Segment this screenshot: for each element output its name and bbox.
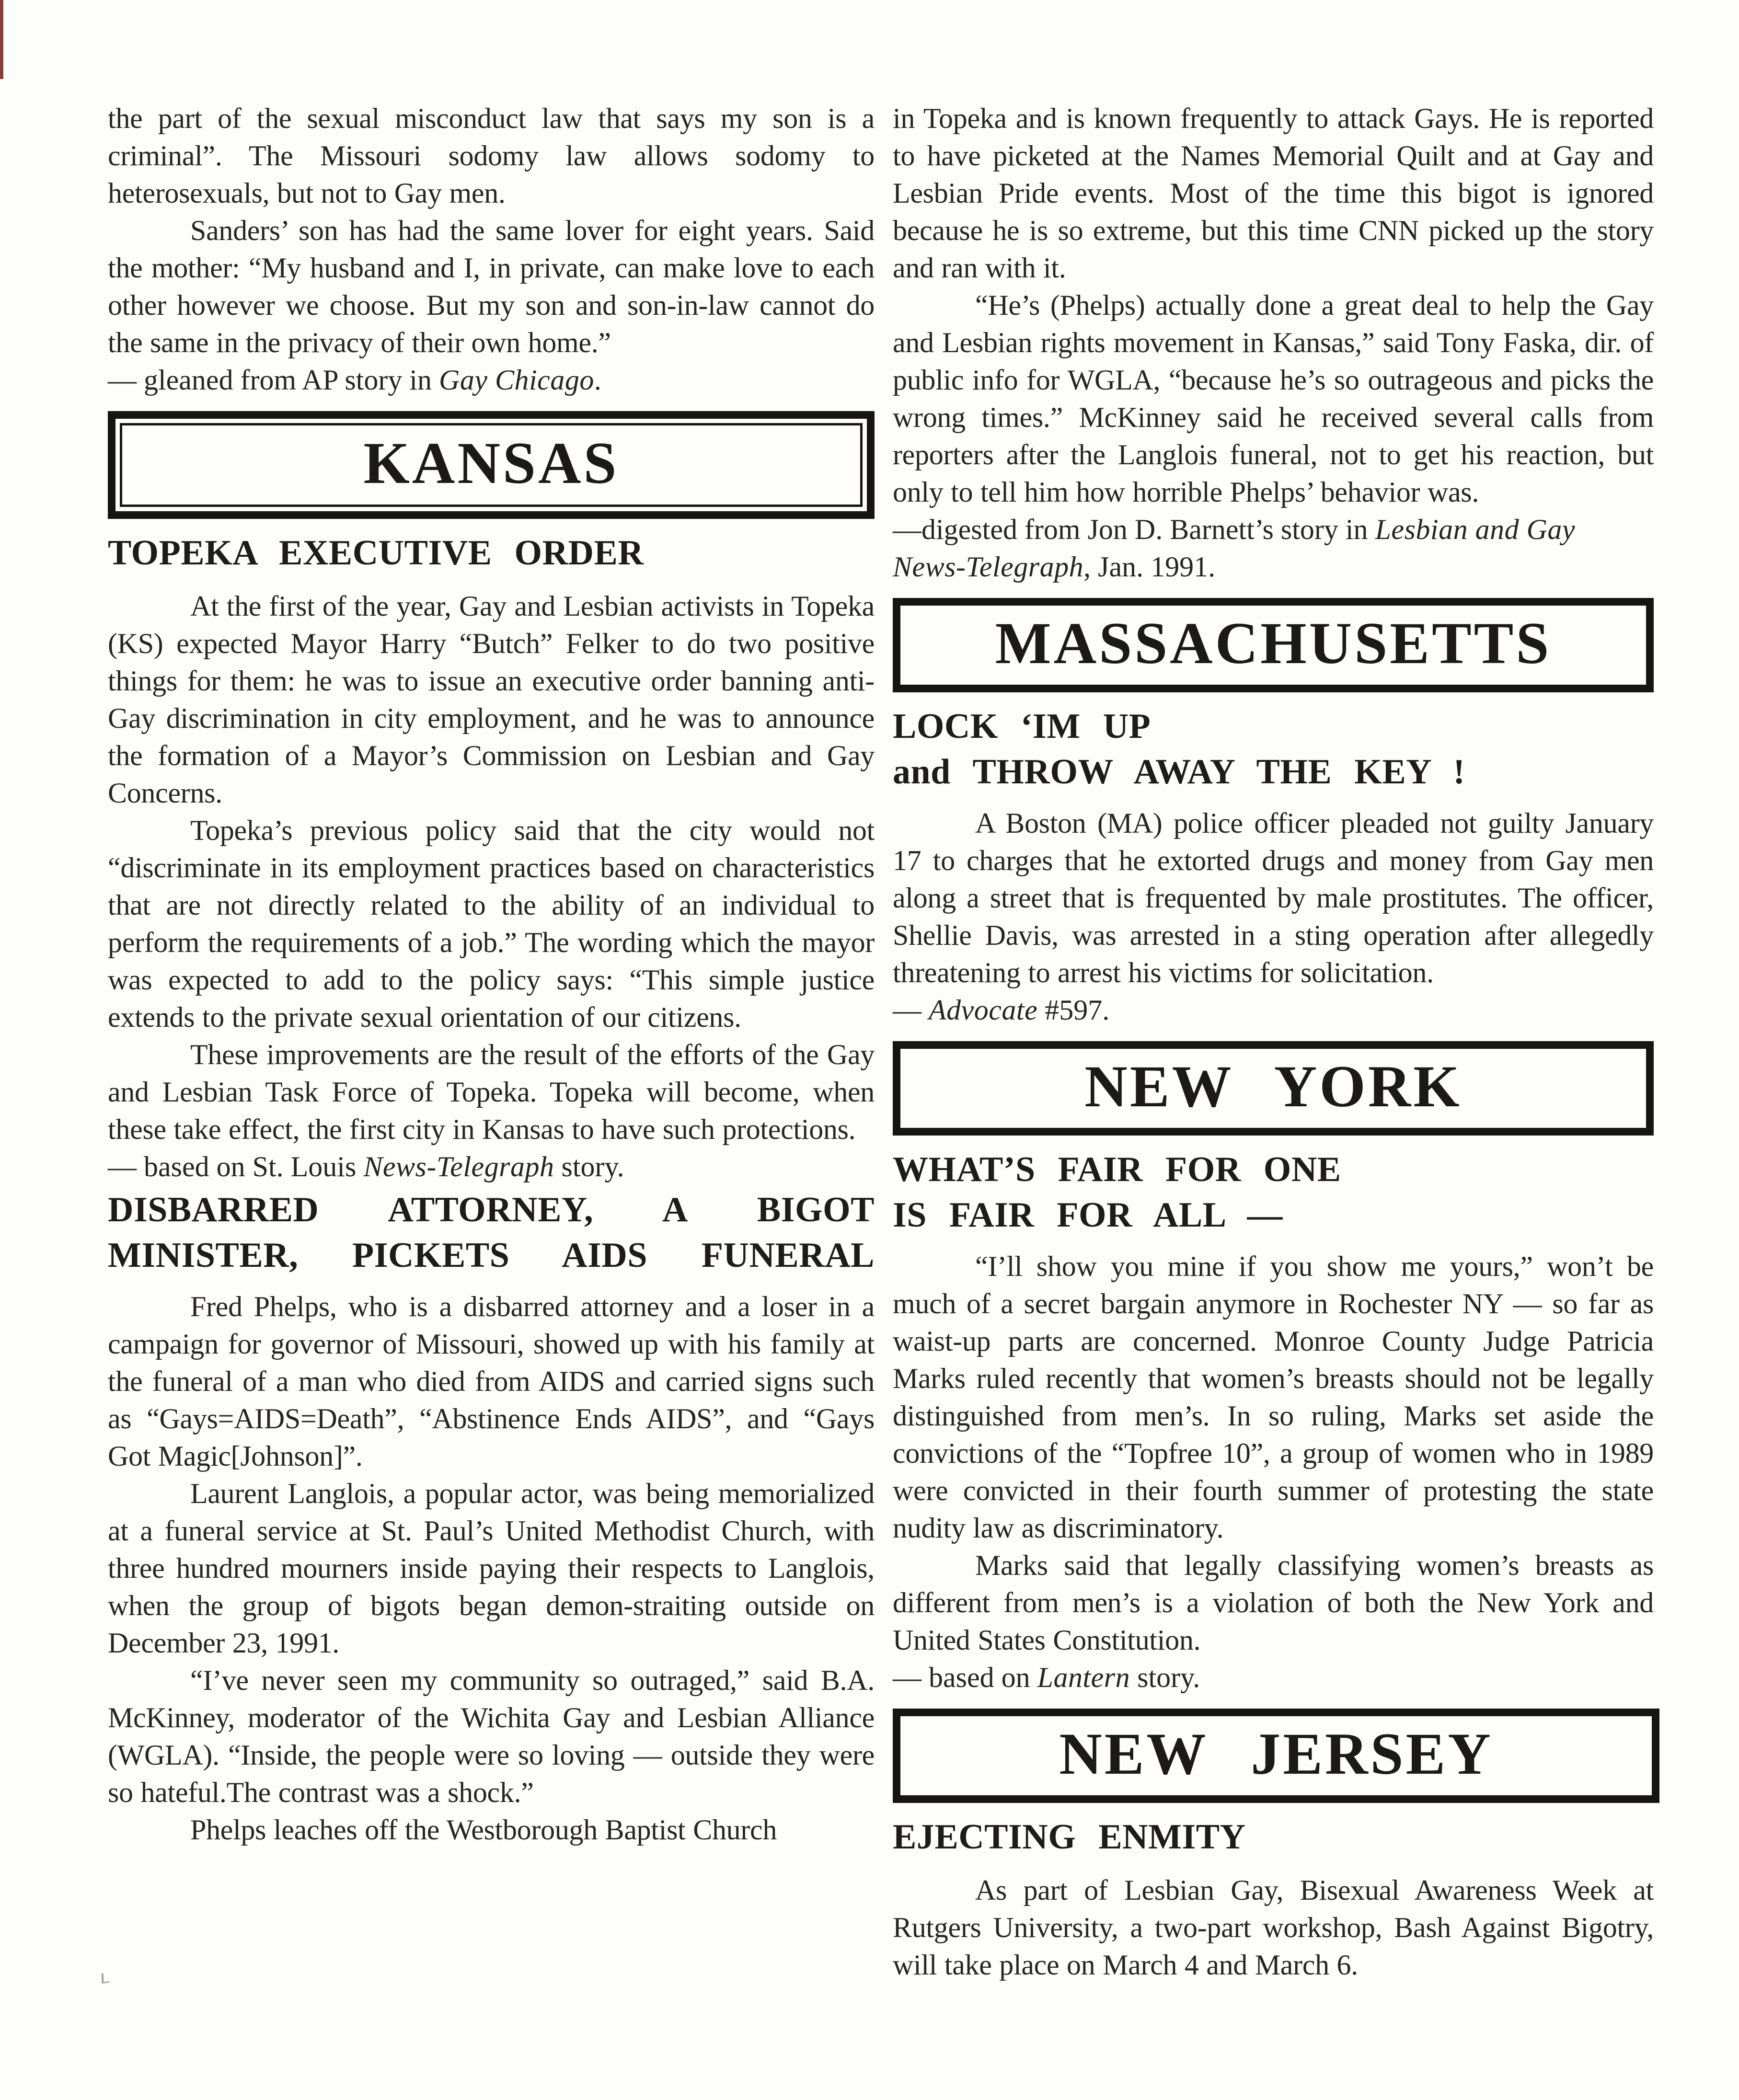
- sanders-paragraph: Sanders’ son has had the same lover for eight years. Said the mother: “My husband and I, in private, can make love to each other however we choose. But my son and son-in-law cannot do the same in the privacy of their own home.”: [108, 215, 875, 358]
- lock-heading-line-1: LOCK ‘IM UP: [893, 706, 1151, 746]
- whats-fair-heading: [893, 1147, 1654, 1238]
- new-jersey-section-box: [893, 1709, 1659, 1803]
- fair-heading-line-2: IS FAIR FOR ALL —: [893, 1195, 1283, 1235]
- phelps-paragraph-2: Laurent Langlois, a popular actor, was being memorialized at a funeral service at St. Paul’s United Methodist Church, with three hundred mourners inside paying their respects to Langlois, when the group of bigots began demon-straiting outside on December 23, 1991.: [108, 1477, 875, 1659]
- kansas-section-box: [108, 411, 875, 519]
- topfree-paragraph-2: Marks said that legally classifying women’s breasts as different from men’s is a violation of both the New York and United States Constitution.: [893, 1549, 1654, 1656]
- phelps-paragraph-3: “I’ve never seen my community so outraged,” said B.A. McKinney, moderator of the Wichita Gay and Lesbian Alliance (WGLA). “Inside, the people were so loving — outside they were so hateful.The contrast was a shock.”: [108, 1664, 875, 1808]
- topeka-paragraph-1: At the first of the year, Gay and Lesbian activists in Topeka (KS) expected Mayor Harry “Butch” Felker to do two positive things for them: he was to issue an executive order banning anti-Gay discrimination in city employment, and he was to announce the formation of a Mayor’s Commission on Lesbian and Gay Concerns.: [108, 590, 875, 809]
- fair-heading-line-1: WHAT’S FAIR FOR ONE: [893, 1149, 1341, 1189]
- based-stlouis-attribution: — based on St. Louis News-Telegraph story.: [108, 1150, 624, 1182]
- phelps-paragraph-1: Fred Phelps, who is a disbarred attorney and a loser in a campaign for governor of Missouri, showed up with his family at the funeral of a man who died from AIDS and carried signs such as “Gays=AIDS=Death”, “Abstinence Ends AIDS”, and “Gays Got Magic[Johnson]”.: [108, 1290, 875, 1472]
- lock-heading-line-2: and THROW AWAY THE KEY !: [893, 752, 1465, 792]
- disbarred-heading-line-1: DISBARRED ATTORNEY, A BIGOT: [108, 1190, 875, 1229]
- new-york-section-title: NEW YORK: [1084, 1053, 1462, 1119]
- topeka-executive-order-heading: TOPEKA EXECUTIVE ORDER: [108, 533, 644, 573]
- advocate-attribution: — Advocate #597.: [893, 994, 1110, 1026]
- topeka-paragraph-2: Topeka’s previous policy said that the city would not “discriminate in its employment practices based on characteristics that are not directly related to the ability of an individual to perform the requirements of a job.” The wording which the mayor was expected to add to the policy says: “This simple justice extends to the private sexual orientation of our citizens.: [108, 814, 875, 1033]
- disbarred-attorney-heading: [108, 1187, 875, 1278]
- massachusetts-section-title: MASSACHUSETTS: [995, 610, 1552, 676]
- new-jersey-section-title: NEW JERSEY: [1059, 1721, 1493, 1787]
- scan-edge-artifact: [0, 0, 3, 79]
- new-york-section-box: [893, 1041, 1654, 1136]
- lock-im-up-heading: [893, 704, 1654, 795]
- disbarred-heading-line-2: MINISTER, PICKETS AIDS FUNERAL: [108, 1235, 875, 1275]
- kansas-section-title: KANSAS: [120, 423, 863, 507]
- topfree-paragraph-1: “I’ll show you mine if you show me yours,” won’t be much of a secret bargain anymore in Rochester NY — so far as waist-up parts are concerned. Monroe County Judge Patricia Marks ruled recently that women’s breasts should not be legally distinguished from men’s. In so ruling, Marks set aside the convictions of the “Topfree 10”, a group of women who in 1989 were convicted in their fourth summer of protesting the state nudity law as discriminatory.: [893, 1250, 1654, 1544]
- massachusetts-section-box: [893, 598, 1654, 692]
- left-column: [108, 100, 875, 1984]
- two-column-layout: [108, 100, 1654, 1984]
- faska-paragraph: “He’s (Phelps) actually done a great deal to help the Gay and Lesbian rights movement in Kansas,” said Tony Faska, dir. of public info for WGLA, “because he’s so outrageous and picks the wrong times.” McKinney said he received several calls from reporters after the Langlois funeral, not to get his reaction, but only to tell him how horrible Phelps’ behavior was.: [893, 289, 1654, 508]
- missouri-story-continuation: the part of the sexual misconduct law that says my son is a criminal”. The Missouri sodomy law allows sodomy to heterosexuals, but not to Gay men.: [108, 103, 875, 209]
- phelps-paragraph-4: Phelps leaches off the Westborough Baptist Church: [190, 1813, 777, 1846]
- boston-officer-paragraph: A Boston (MA) police officer pleaded not guilty January 17 to charges that he extorted drugs and money from Gay men along a street that is frequented by male prostitutes. The officer, Shellie Davis, was arrested in a sting operation after allegedly threatening to arrest his victims for solicitation.: [893, 807, 1654, 988]
- digested-attribution: —digested from Jon D. Barnett’s story in Lesbian and Gay News-Telegraph, Jan. 1991.: [893, 514, 1576, 583]
- lantern-attribution: — based on Lantern story.: [893, 1661, 1200, 1693]
- topeka-paragraph-3: These improvements are the result of the efforts of the Gay and Lesbian Task Force of Topeka. Topeka will become, when these take effect, the first city in Kansas to have such protections.: [108, 1038, 875, 1145]
- topeka-story-continuation: in Topeka and is known frequently to attack Gays. He is reported to have picketed at the Names Memorial Quilt and at Gay and Lesbian Pride events. Most of the time this bigot is ignored because he is so extreme, but this time CNN picked up the story and ran with it.: [893, 103, 1654, 284]
- gleaned-attribution: — gleaned from AP story in Gay Chicago.: [108, 364, 601, 396]
- right-column: [893, 100, 1654, 1984]
- ejecting-enmity-heading: EJECTING ENMITY: [893, 1817, 1246, 1857]
- rutgers-paragraph: As part of Lesbian Gay, Bisexual Awareness Week at Rutgers University, a two-part workshop, Bash Against Bigotry, will take place on March 4 and March 6.: [893, 1874, 1654, 1981]
